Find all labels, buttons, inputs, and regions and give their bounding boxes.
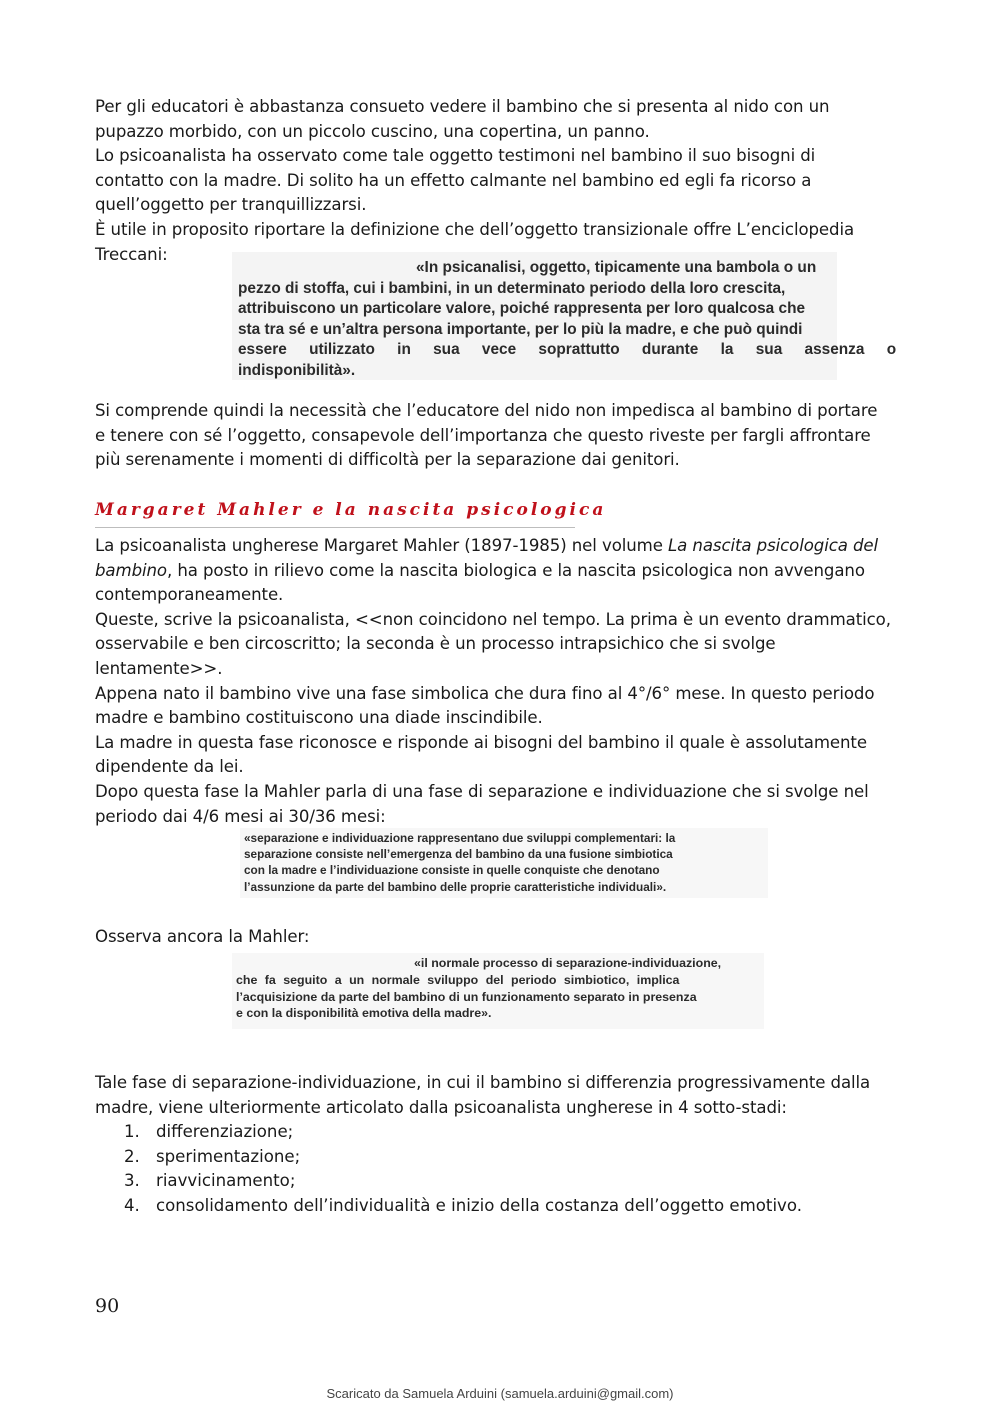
list-item xyxy=(95,1194,802,1219)
list-text: consolidamento dell’individualità e inizio della costanza dell’oggetto emotivo. xyxy=(156,1195,803,1215)
list-number: 2. xyxy=(124,1146,140,1166)
text-line: Queste, scrive la psicoanalista, <<non coincidono nel tempo. La prima è un evento drammatico, xyxy=(95,609,891,629)
quote-line: che fa seguito a un normale sviluppo del periodo simbiotico, implica xyxy=(236,972,680,987)
list-text: sperimentazione; xyxy=(156,1146,301,1166)
download-footer: Scaricato da Samuela Arduini (samuela.arduini@gmail.com) xyxy=(326,1386,674,1401)
text-line: Per gli educatori è abbastanza consueto vedere il bambino che si presenta al nido con un xyxy=(95,97,830,116)
quote-line: separazione consiste nell’emergenza del bambino da una fusione simbiotica xyxy=(244,847,673,862)
quote-line: «il normale processo di separazione-individuazione, xyxy=(414,956,722,970)
fase-paragraph xyxy=(95,1071,915,1120)
text-line: osservabile e ben circoscritto; la seconda è un processo intrapsichico che si svolge xyxy=(95,634,776,654)
book-title-part: bambino xyxy=(95,560,167,580)
text-line: contemporaneamente. xyxy=(95,585,284,605)
quote-line: sta tra sé e un’altra persona importante, per lo più la madre, e che può quindi xyxy=(238,320,803,338)
section-heading: Margaret Mahler e la nascita psicologica xyxy=(95,500,607,520)
treccani-quote-image xyxy=(232,252,897,380)
separazione-quote-image xyxy=(240,828,768,898)
text-line: Dopo questa fase la Mahler parla di una fase di separazione e individuazione che si svolge nel xyxy=(95,781,869,801)
list-number: 3. xyxy=(124,1171,140,1191)
list-item xyxy=(95,1169,802,1194)
text-line: Lo psicoanalista ha osservato come tale oggetto testimoni nel bambino il suo bisogni di xyxy=(95,146,816,166)
list-text: riavvicinamento; xyxy=(156,1171,296,1191)
quote-line: l’acquisizione da parte del bambino di un funzionamento separato in presenza xyxy=(236,989,697,1004)
quote-line: e con la disponibilità emotiva della madre». xyxy=(236,1006,492,1021)
list-text: differenziazione; xyxy=(156,1122,294,1141)
text-line: La madre in questa fase riconosce e risponde ai bisogni del bambino il quale è assolutamente xyxy=(95,732,867,752)
text-line: madre, viene ulteriormente articolato dalla psicoanalista ungherese in 4 sotto-stadi: xyxy=(95,1097,787,1117)
text-line: È utile in proposito riportare la definizione che dell’oggetto transizionale offre L’enciclopedia xyxy=(95,219,855,239)
text-line: periodo dai 4/6 mesi ai 30/36 mesi: xyxy=(95,806,386,826)
text-line: e tenere con sé l’oggetto, consapevole dell’importanza che questo riveste per fargli affrontare xyxy=(95,425,871,445)
list-item xyxy=(95,1145,802,1170)
text-line: quell’oggetto per tranquillizzarsi. xyxy=(95,195,367,215)
page-number: 90 xyxy=(95,1295,120,1317)
quote-line: con la madre e l’individuazione consiste in quelle conquiste che denotano xyxy=(244,863,660,878)
quote-line: pezzo di stoffa, cui i bambini, in un determinato periodo della loro crescita, xyxy=(238,279,786,297)
substages-list xyxy=(95,1120,802,1218)
osserva-paragraph xyxy=(95,925,915,950)
list-number: 4. xyxy=(124,1195,140,1215)
quote-line: «separazione e individuazione rappresentano due sviluppi complementari: la xyxy=(244,831,676,845)
text-line xyxy=(95,559,915,584)
quote-line: indisponibilità». xyxy=(238,361,356,379)
heading-divider xyxy=(95,527,575,528)
list-item xyxy=(95,1120,802,1145)
after-quote-paragraph xyxy=(95,399,915,473)
text-line: più serenamente i momenti di difficoltà per la separazione dai genitori. xyxy=(95,450,680,470)
text-line xyxy=(95,534,915,559)
text-line: lentamente>>. xyxy=(95,658,223,678)
text-line: Osserva ancora la Mahler: xyxy=(95,927,310,946)
text-fragment: , ha posto in rilievo come la nascita biologica e la nascita psicologica non avvengano xyxy=(166,560,865,580)
intro-paragraph xyxy=(95,95,915,267)
mahler-paragraph xyxy=(95,534,915,829)
text-fragment: La psicoanalista ungherese Margaret Mahler (1897-1985) nel volume xyxy=(95,536,669,555)
text-line: madre e bambino costituiscono una diade inscindibile. xyxy=(95,708,543,728)
text-line: Treccani: xyxy=(95,244,168,264)
quote-line: «In psicanalisi, oggetto, tipicamente una bambola o un xyxy=(416,259,817,276)
text-line: contatto con la madre. Di solito ha un effetto calmante nel bambino ed egli fa ricorso a xyxy=(95,170,812,190)
book-title-part: La nascita psicologica del xyxy=(668,536,879,555)
quote-line: essere utilizzato in sua vece soprattutto durante la sua assenza o xyxy=(238,341,897,358)
text-line: dipendente da lei. xyxy=(95,757,244,777)
text-line: Tale fase di separazione-individuazione, in cui il bambino si differenzia progressivamente dalla xyxy=(95,1073,871,1092)
text-line: Si comprende quindi la necessità che l’educatore del nido non impedisca al bambino di portare xyxy=(95,401,878,420)
list-number: 1. xyxy=(124,1122,140,1141)
text-line: pupazzo morbido, con un piccolo cuscino, una copertina, un panno. xyxy=(95,121,650,141)
quote-line: l’assunzione da parte del bambino delle proprie caratteristiche individuali». xyxy=(244,879,667,894)
text-line: Appena nato il bambino vive una fase simbolica che dura fino al 4°/6° mese. In questo periodo xyxy=(95,683,875,703)
processo-quote-image xyxy=(232,953,764,1029)
quote-line: attribuiscono un particolare valore, poiché rappresenta per loro qualcosa che xyxy=(238,300,806,317)
